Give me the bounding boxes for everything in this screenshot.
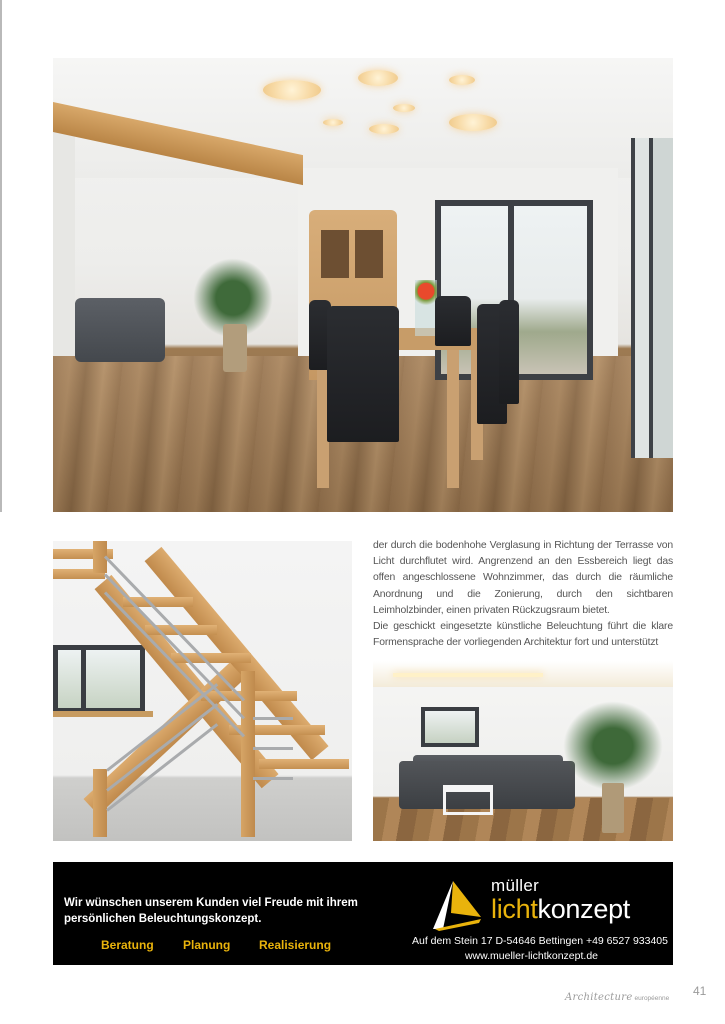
ad-website-link[interactable]: www.mueller-lichtkonzept.de (464, 950, 598, 962)
page-edge-rule (0, 0, 2, 512)
ad-address: Auf dem Stein 17 D-54646 Bettingen +49 6527 933405 (412, 935, 668, 947)
window (421, 707, 479, 747)
logo-brand-konzept: konzept (537, 894, 630, 924)
magazine-name: Architecture (565, 992, 633, 1003)
plant (563, 701, 663, 791)
logo-brand-main (491, 893, 630, 925)
article-paragraph: Die geschickt eingesetzte künstliche Beleuchtung führt die klare Formensprache der vorliegenden Architektur fort und unterstützt (373, 621, 673, 649)
dining-chair (327, 306, 399, 442)
sofa (75, 298, 165, 362)
ad-message-line: persönlichen Beleuchtungskonzept. (64, 913, 262, 925)
logo-brand-licht: licht (491, 894, 538, 924)
ad-message-line: Wir wünschen unserem Kunden viel Freude mit ihrem (64, 897, 358, 909)
coffee-table (443, 785, 493, 815)
service-realisierung: Realisierung (259, 938, 332, 952)
magazine-suffix: européenne (634, 995, 670, 1002)
logo-triangle-icon (429, 879, 485, 931)
article-body (373, 538, 673, 651)
article-paragraph: der durch die bodenhohe Verglasung in Richtung der Terrasse von Licht durchflutet wird. Angrenzend an den Essbereich liegt das offen angeschlossene Wohnzimmer, das durch die räumliche Anordnung und die Zonierung, durch den sichtbaren Leimholzbinder, einen privaten Rückzugsraum bietet. (373, 540, 673, 616)
flower-vase (415, 280, 437, 336)
service-beratung: Beratung (101, 938, 154, 952)
logo-brand-top: müller (491, 876, 540, 895)
magazine-footer (565, 987, 669, 1005)
wooden-staircase-photo (53, 541, 352, 841)
page-number: 41 (693, 984, 707, 998)
ad-services (101, 938, 421, 954)
advertisement-box (53, 862, 673, 965)
dining-room-photo (53, 58, 673, 512)
ad-message (64, 895, 404, 927)
dining-chair (435, 296, 471, 346)
service-planung: Planung (183, 938, 231, 952)
window (53, 645, 145, 713)
living-room-photo (373, 661, 673, 841)
dining-chair (499, 300, 519, 404)
